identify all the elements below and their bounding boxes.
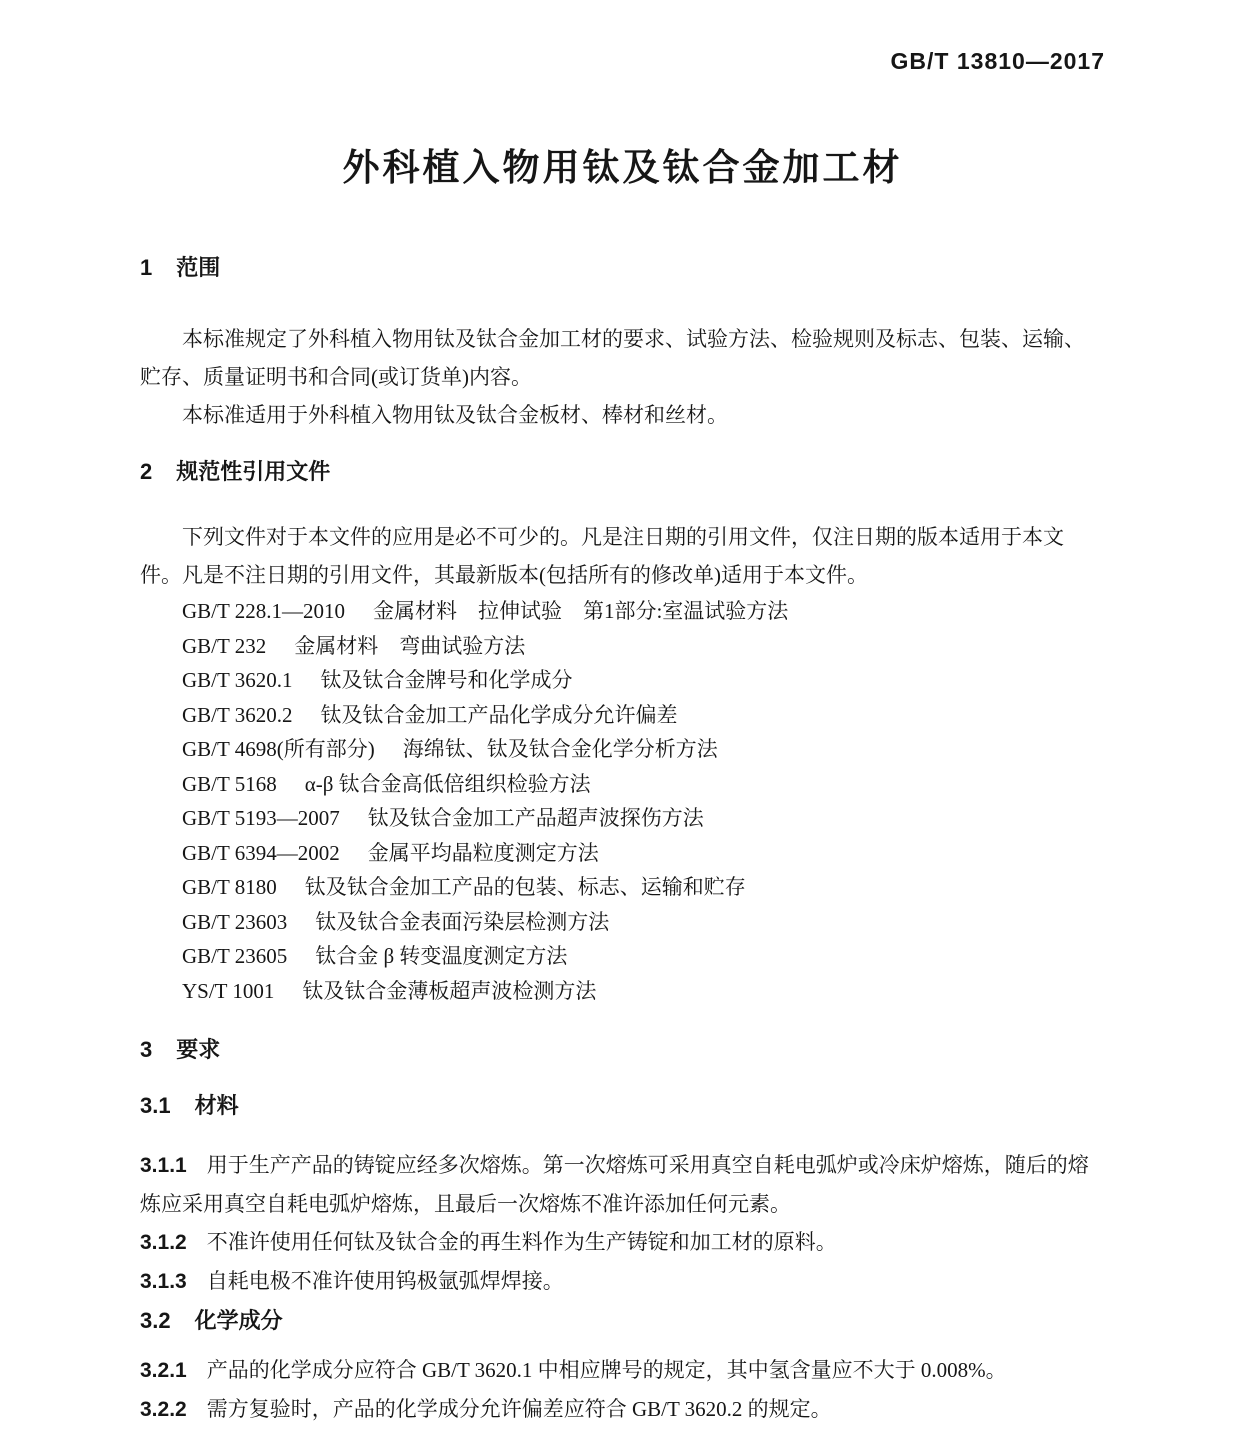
clause-text: 自耗电极不准许使用钨极氩弧焊焊接。: [206, 1269, 564, 1293]
paragraph: 下列文件对于本文件的应用是必不可少的。凡是注日期的引用文件，仅注日期的版本适用于本文件。凡是不注日期的引用文件，其最新版本(包括所有的修改单)适用于本文件。: [140, 525, 1064, 587]
section-3-number: 3: [140, 1037, 153, 1062]
reference-title: 金属材料 弯曲试验方法: [294, 633, 526, 658]
reference-item: [182, 732, 1105, 767]
clause: [140, 1390, 1105, 1429]
clause: [140, 1146, 1105, 1223]
clause: [140, 1351, 1105, 1390]
clause-text: 需方复验时，产品的化学成分允许偏差应符合 GB/T 3620.2 的规定。: [206, 1397, 832, 1421]
clause-number: 3.1.2: [140, 1231, 187, 1254]
reference-title: 金属材料 拉伸试验 第1部分:室温试验方法: [372, 599, 789, 623]
section-3-2-number: 3.2: [140, 1308, 171, 1333]
reference-item: [182, 905, 1105, 940]
reference-code: GB/T 23603: [182, 909, 288, 934]
reference-title: 钛及钛合金加工产品化学成分允许偏差: [320, 702, 678, 727]
reference-title: 钛及钛合金加工产品的包装、标志、运输和贮存: [304, 875, 746, 899]
clause: [140, 1262, 1105, 1301]
reference-title: α-β 钛合金高低倍组织检验方法: [304, 771, 591, 796]
reference-item: [182, 594, 1105, 629]
reference-item: [182, 629, 1105, 664]
reference-item: [182, 939, 1105, 974]
clause-text: 产品的化学成分应符合 GB/T 3620.1 中相应牌号的规定，其中氢含量应不大于 0.008%。: [206, 1358, 1007, 1382]
clause-number: 3.1.3: [140, 1270, 187, 1293]
paragraph: 本标准规定了外科植入物用钛及钛合金加工材的要求、试验方法、检验规则及标志、包装、运输、贮存、质量证明书和合同(或订货单)内容。: [140, 327, 1085, 389]
reference-item: [182, 870, 1105, 905]
section-3-title: 要求: [176, 1037, 221, 1062]
clause-text: 用于生产产品的铸锭应经多次熔炼。第一次熔炼可采用真空自耗电弧炉或冷床炉熔炼，随后的熔炼应采用真空自耗电弧炉熔炼，且最后一次熔炼不准许添加任何元素。: [140, 1153, 1089, 1216]
clause-text: 不准许使用任何钛及钛合金的再生料作为生产铸锭和加工材的原料。: [206, 1230, 837, 1254]
reference-item: [182, 767, 1105, 802]
section-1-title: 范围: [176, 255, 221, 280]
reference-code: GB/T 3620.2: [182, 702, 293, 727]
section-3-2-clauses: [140, 1351, 1105, 1429]
reference-item: [182, 836, 1105, 871]
section-1-number: 1: [140, 255, 153, 280]
doc-number: GB/T 13810—2017: [890, 48, 1105, 74]
section-3-1-clauses: [140, 1146, 1105, 1301]
reference-title: 海绵钛、钛及钛合金化学分析方法: [402, 737, 718, 761]
reference-code: YS/T 1001: [182, 978, 275, 1003]
reference-code: GB/T 228.1—2010: [182, 599, 345, 623]
section-3-heading: [140, 1036, 1105, 1064]
reference-title: 钛合金 β 转变温度测定方法: [315, 944, 568, 968]
paragraph: 本标准适用于外科植入物用钛及钛合金板材、棒材和丝材。: [182, 403, 728, 427]
reference-code: GB/T 3620.1: [182, 668, 293, 692]
section-1-body: [140, 320, 1105, 434]
reference-code: GB/T 5168: [182, 771, 277, 796]
clause-number: 3.2.2: [140, 1398, 187, 1421]
section-3-2-title: 化学成分: [194, 1308, 283, 1333]
reference-code: GB/T 6394—2002: [182, 840, 340, 865]
reference-item: [182, 801, 1105, 836]
clause-number: 3.2.1: [140, 1359, 187, 1382]
clause: [140, 1223, 1105, 1262]
section-3-1-number: 3.1: [140, 1093, 171, 1118]
reference-title: 钛及钛合金薄板超声波检测方法: [302, 978, 597, 1003]
reference-code: GB/T 232: [182, 633, 267, 658]
section-2-title: 规范性引用文件: [176, 459, 331, 484]
reference-code: GB/T 4698(所有部分): [182, 737, 375, 761]
reference-item: [182, 663, 1105, 698]
section-2-heading: [140, 458, 1105, 486]
section-2-number: 2: [140, 459, 153, 484]
reference-title: 钛及钛合金表面污染层检测方法: [315, 909, 610, 934]
clause-number: 3.1.1: [140, 1154, 187, 1177]
reference-code: GB/T 5193—2007: [182, 806, 340, 830]
section-1-heading: [140, 254, 1105, 282]
reference-code: GB/T 8180: [182, 875, 277, 899]
reference-item: [182, 974, 1105, 1009]
reference-title: 钛及钛合金牌号和化学成分: [320, 668, 573, 692]
section-3-2-heading: [140, 1307, 1105, 1335]
reference-item: [182, 698, 1105, 733]
doc-title: 外科植入物用钛及钛合金加工材: [342, 147, 903, 188]
reference-title: 钛及钛合金加工产品超声波探伤方法: [367, 806, 704, 830]
section-3-1-title: 材料: [194, 1093, 239, 1118]
reference-code: GB/T 23605: [182, 944, 288, 968]
reference-title: 金属平均晶粒度测定方法: [367, 840, 599, 865]
section-2-body: [140, 518, 1105, 594]
reference-list: [140, 594, 1105, 1008]
section-3-1-heading: [140, 1092, 1105, 1120]
